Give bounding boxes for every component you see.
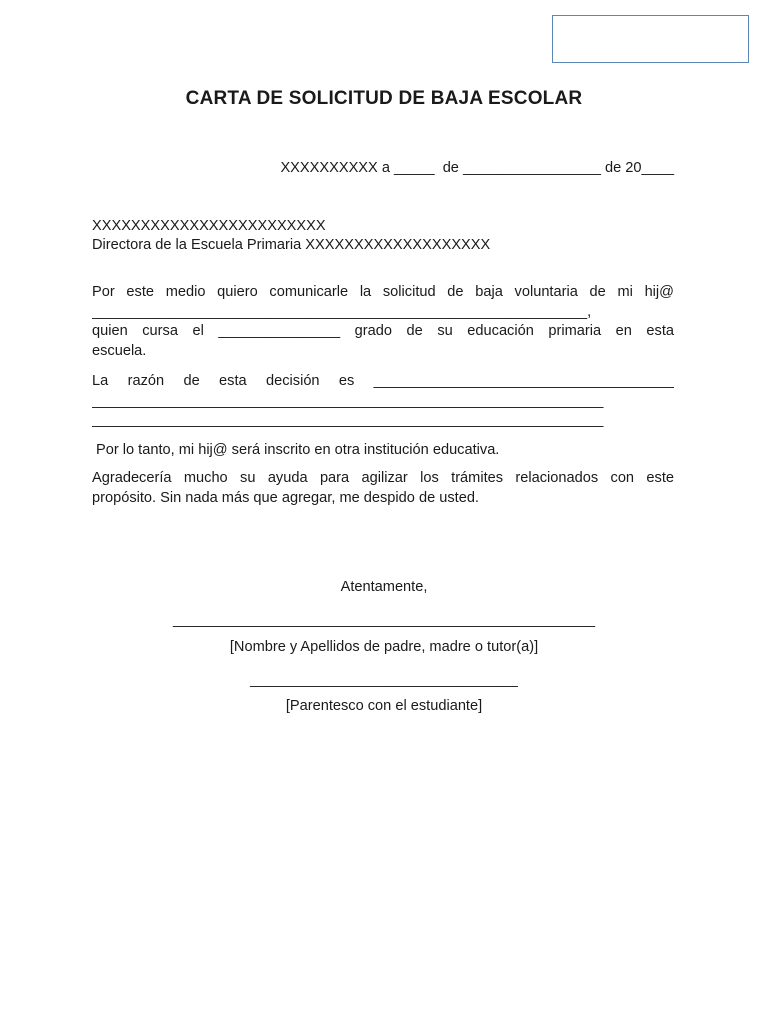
recipient-position: Directora de la Escuela Primaria XXXXXXXXXXXXXXXXXXX (92, 237, 491, 253)
signature-name-label: [Nombre y Apellidos de padre, madre o tutor(a)] (229, 639, 539, 655)
paragraph-thanks (92, 469, 674, 508)
document-title: CARTA DE SOLICITUD DE BAJA ESCOLAR (185, 88, 583, 109)
paragraph-line: propósito. Sin nada más que agregar, me despido de usted. (92, 489, 479, 506)
paragraph-line: La razón de esta decisión es _____________________________________ (92, 373, 674, 389)
paragraph-line: Por este medio quiero comunicarle la solicitud de baja voluntaria de mi hij@ (92, 284, 674, 300)
signature-relation-label: [Parentesco con el estudiante] (285, 698, 483, 714)
paragraph-request (92, 283, 674, 361)
paragraph-reason (92, 372, 674, 431)
paragraph-line: quien cursa el _______________ grado de su educación primaria en esta (92, 323, 674, 339)
closing: Atentamente, (340, 579, 428, 595)
date-line: XXXXXXXXXX a _____ de _________________ de 20____ (280, 160, 674, 176)
paragraph-line: _____________________________________________________________, (92, 303, 592, 320)
corner-box (552, 15, 749, 63)
paragraph-transfer: Por lo tanto, mi hij@ será inscrito en otra institución educativa. (96, 442, 500, 458)
paragraph-line: _______________________________________________________________ (92, 412, 604, 428)
paragraph-line: _______________________________________________________________ (92, 392, 604, 409)
signature-line-relation: _________________________________ (250, 672, 518, 688)
paragraph-line: Agradecería mucho su ayuda para agilizar los trámites relacionados con este (92, 470, 674, 486)
recipient-name: XXXXXXXXXXXXXXXXXXXXXXXX (92, 218, 326, 234)
signature-line-name: ____________________________________________________ (172, 612, 596, 628)
paragraph-line: escuela. (92, 342, 147, 359)
